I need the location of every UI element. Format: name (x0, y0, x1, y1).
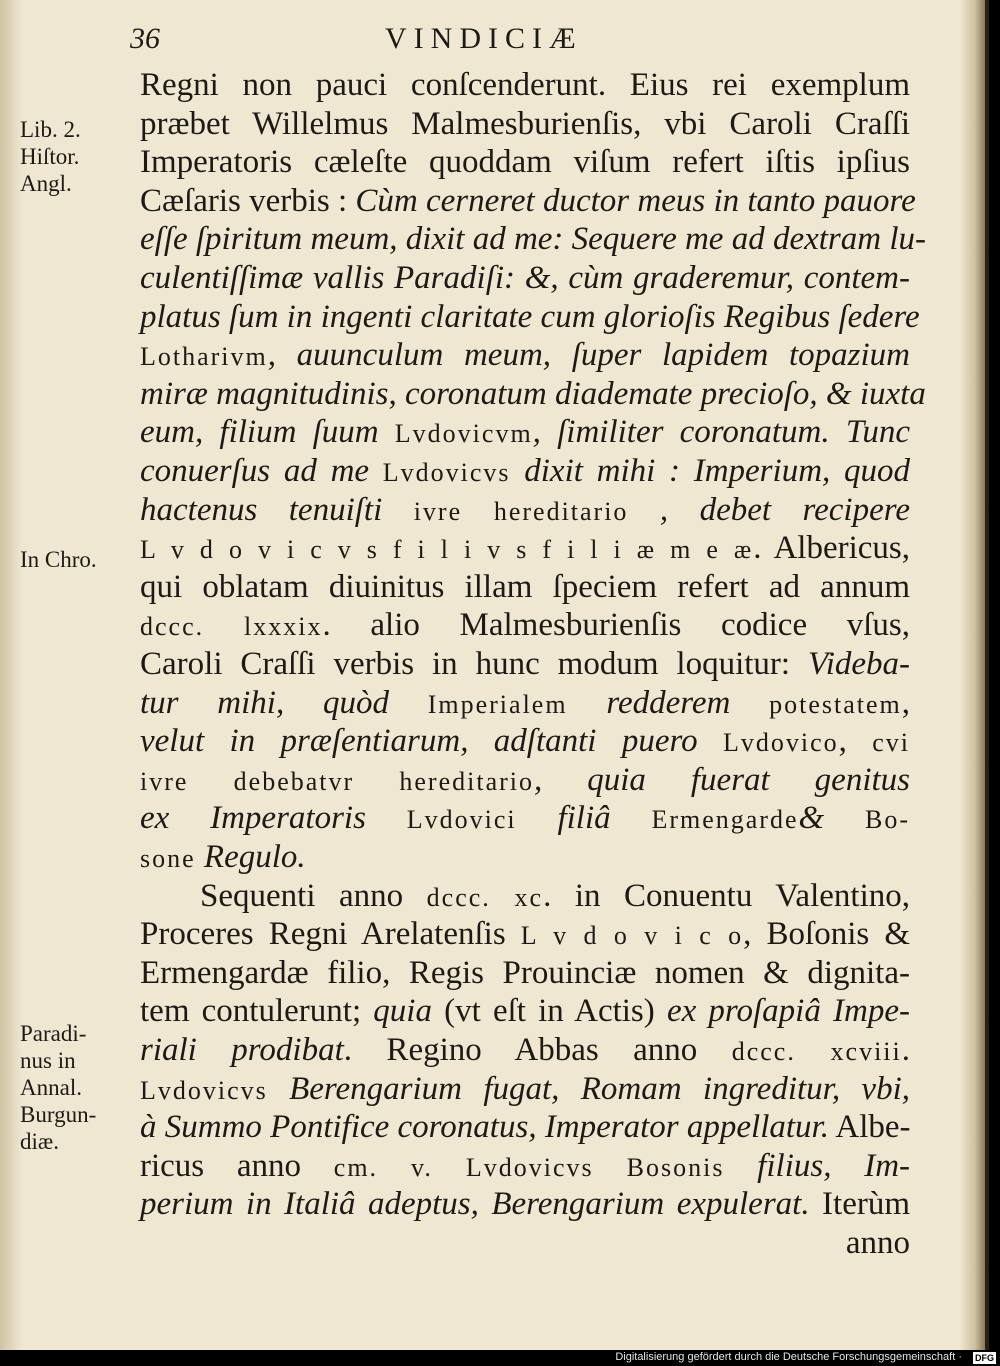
italic-run: ex proſapiâ Impe- (666, 993, 910, 1030)
roman-run: Regni non pauci conſcenderunt. Eius rei exemplum (140, 67, 910, 103)
text-line (140, 799, 910, 837)
margin-note-line: Paradi- (20, 1021, 87, 1046)
text-line (140, 954, 910, 992)
text-line (140, 413, 910, 451)
italic-run: eſſe ſpiritum meum, dixit ad me: Sequere me ad dextram lu- (140, 221, 926, 258)
italic-run: hactenus tenuiſti (140, 491, 414, 528)
roman-run: Sequenti anno (200, 877, 427, 914)
italic-run: dixit mihi : Imperium, quod (510, 453, 910, 489)
italic-run: perium in Italiâ adeptus, Berengarium expulerat. (140, 1186, 810, 1223)
margin-note-line: Annal. (20, 1075, 82, 1100)
text-line (140, 1031, 910, 1069)
small-caps-run: potestatem (769, 689, 902, 719)
roman-run: tem contulerunt; (140, 993, 374, 1030)
small-caps-run: dccc. xcviii (731, 1037, 902, 1066)
italic-run: culentiſſimæ vallis Paradiſi: &, cùm graderemur, contem- (140, 260, 910, 296)
small-caps-run: Imperialem (427, 689, 568, 719)
running-head: VINDICIÆ (385, 22, 583, 55)
small-caps-run: ivre debebatvr hereditario (140, 766, 534, 796)
roman-run: . Regino Abbas anno (343, 1032, 732, 1068)
text-line (140, 336, 910, 374)
roman-run: Imperatoris cæleſte quoddam viſum refert iſtis ipſius (140, 144, 910, 181)
text-line (140, 992, 910, 1030)
roman-run: Caroli Craſſi verbis in hunc modum loquitur: (140, 646, 808, 682)
text-line (140, 298, 920, 336)
italic-run: filiâ (516, 800, 652, 837)
italic-run: Berengarium fugat, Romam ingreditur, vbi, (267, 1070, 910, 1107)
text-line (140, 645, 910, 683)
text-line (140, 259, 910, 297)
small-caps-run: Lvdovicvs (382, 458, 511, 487)
text-line (140, 568, 910, 606)
text-line (140, 452, 910, 490)
margin-note-line: diæ. (20, 1129, 59, 1154)
italic-run: à Summo Pontifice coronatus, Imperator appellatur. (140, 1109, 829, 1146)
margin-note-paradinus (20, 1020, 138, 1155)
text-line (140, 105, 910, 143)
roman-run: , Boſonis & (743, 916, 911, 953)
margin-note-line: In Chro. (20, 547, 97, 572)
italic-run: Videba- (807, 646, 910, 682)
roman-run: ricus anno (140, 1147, 334, 1184)
margin-note-line: nus in (20, 1048, 76, 1073)
roman-run: Iterùm (809, 1186, 911, 1223)
roman-run: (vt eſt in Actis) (431, 993, 667, 1030)
text-line (200, 877, 910, 915)
text-line (140, 1185, 910, 1223)
small-caps-run: dccc. lxxxix (140, 612, 323, 642)
small-caps-run: Lvdovicvm (394, 419, 533, 449)
dfg-logo: DFG (975, 1353, 994, 1363)
italic-run: tur mihi, quòd (140, 684, 428, 721)
text-line (140, 1147, 910, 1185)
small-caps-run: dccc. xc (426, 882, 544, 912)
italic-run: ex Imperatoris (140, 800, 407, 837)
text-line (140, 375, 926, 413)
margin-note-line: Burgun- (20, 1102, 97, 1127)
italic-run: conuerſus ad me (140, 453, 383, 489)
italic-run: eum, filium ſuum (140, 414, 395, 451)
italic-run: Cùm cerneret ductor meus in tanto pauore (355, 182, 916, 219)
roman-run: Proceres Regni Arelatenſis (140, 916, 521, 953)
text-line (140, 838, 910, 876)
roman-run: . (901, 1032, 910, 1068)
italic-run: , debet recipere (628, 491, 910, 528)
small-caps-run: Bo- (864, 805, 910, 835)
small-caps-run: sone (140, 844, 196, 873)
small-caps-run: L v d o v i c v s f i l i v s f i l i æ m e æ (140, 535, 754, 565)
margin-note-in-chro (20, 546, 138, 573)
text-line (140, 761, 910, 799)
margin-note-line: Angl. (20, 171, 72, 196)
italic-run: quia (373, 993, 432, 1030)
italic-run: , quia fuerat genitus (534, 761, 911, 798)
roman-run: anno (845, 1225, 910, 1261)
text-line (140, 66, 910, 104)
text-line (140, 491, 910, 529)
margin-note-line: Hiſtor. (20, 144, 80, 169)
small-caps-run: Lvdovicvs (140, 1075, 268, 1105)
footer-credit: Digitalisierung gefördert durch die Deutsche Forschungsgemeinschaft · (615, 1351, 962, 1363)
roman-run: , (901, 684, 910, 721)
small-caps-run: Ermengarde (651, 805, 799, 835)
page-header (0, 22, 985, 62)
small-caps-run: ivre hereditario (413, 496, 629, 526)
text-line (140, 1108, 910, 1146)
margin-note-lib-2-histor-angl (20, 116, 138, 197)
text-line (140, 915, 910, 953)
italic-run: & (798, 800, 865, 837)
roman-run: , (838, 723, 873, 760)
text-line (140, 1224, 910, 1262)
italic-run: miræ magnitudinis, coronatum diademate precioſo, & iuxta (140, 375, 926, 412)
small-caps-run: Lotharivm (140, 342, 268, 372)
text-line (140, 722, 910, 760)
text-line (140, 684, 910, 722)
page-edge-shadow (960, 0, 985, 1350)
page-gutter (0, 0, 22, 1350)
italic-run: redderem (567, 684, 770, 721)
text-line (140, 220, 926, 258)
roman-run: Ermengardæ filio, Regis Prouinciæ nomen & dignita- (140, 954, 910, 991)
italic-run: velut in præſentiarum, adſtanti puero (140, 723, 723, 760)
text-line (140, 529, 910, 567)
roman-run: qui oblatam diuinitus illam ſpeciem refert ad annum (140, 568, 910, 605)
italic-run: Regulo. (195, 839, 306, 875)
digitization-footer (0, 1350, 1000, 1366)
margin-note-line: Lib. 2. (20, 117, 81, 142)
italic-run: riali prodibat (140, 1032, 344, 1068)
italic-run: platus ſum in ingenti claritate cum glorioſis Regibus ſedere (140, 298, 920, 335)
text-line (140, 606, 910, 644)
page-number: 36 (130, 22, 160, 55)
text-line (140, 182, 916, 220)
text-line (140, 1070, 910, 1108)
small-caps-run: cm. v. Lvdovicvs Bosonis (333, 1152, 725, 1182)
small-caps-run: cvi (872, 728, 910, 758)
roman-run: . Albericus, (753, 530, 910, 567)
text-line (140, 143, 910, 181)
small-caps-run: Lvdovici (406, 805, 517, 835)
roman-run: . alio Malmesburienſis codice vſus, (322, 607, 911, 644)
italic-run: , auunculum meum, ſuper lapidem topazium (267, 337, 910, 374)
roman-run: . in Conuentu Valentino, (543, 877, 910, 914)
roman-run: præbet Willelmus Malmesburienſis, vbi Caroli Craſſi (140, 105, 910, 142)
small-caps-run: Lvdovico (722, 728, 839, 758)
roman-run: Cæſaris verbis : (140, 182, 356, 219)
small-caps-run: L v d o v i c o (520, 921, 744, 951)
italic-run: , ſimiliter coronatum. Tunc (532, 414, 911, 451)
roman-run: Albe- (828, 1109, 911, 1146)
italic-run: filius, Im- (724, 1147, 911, 1184)
